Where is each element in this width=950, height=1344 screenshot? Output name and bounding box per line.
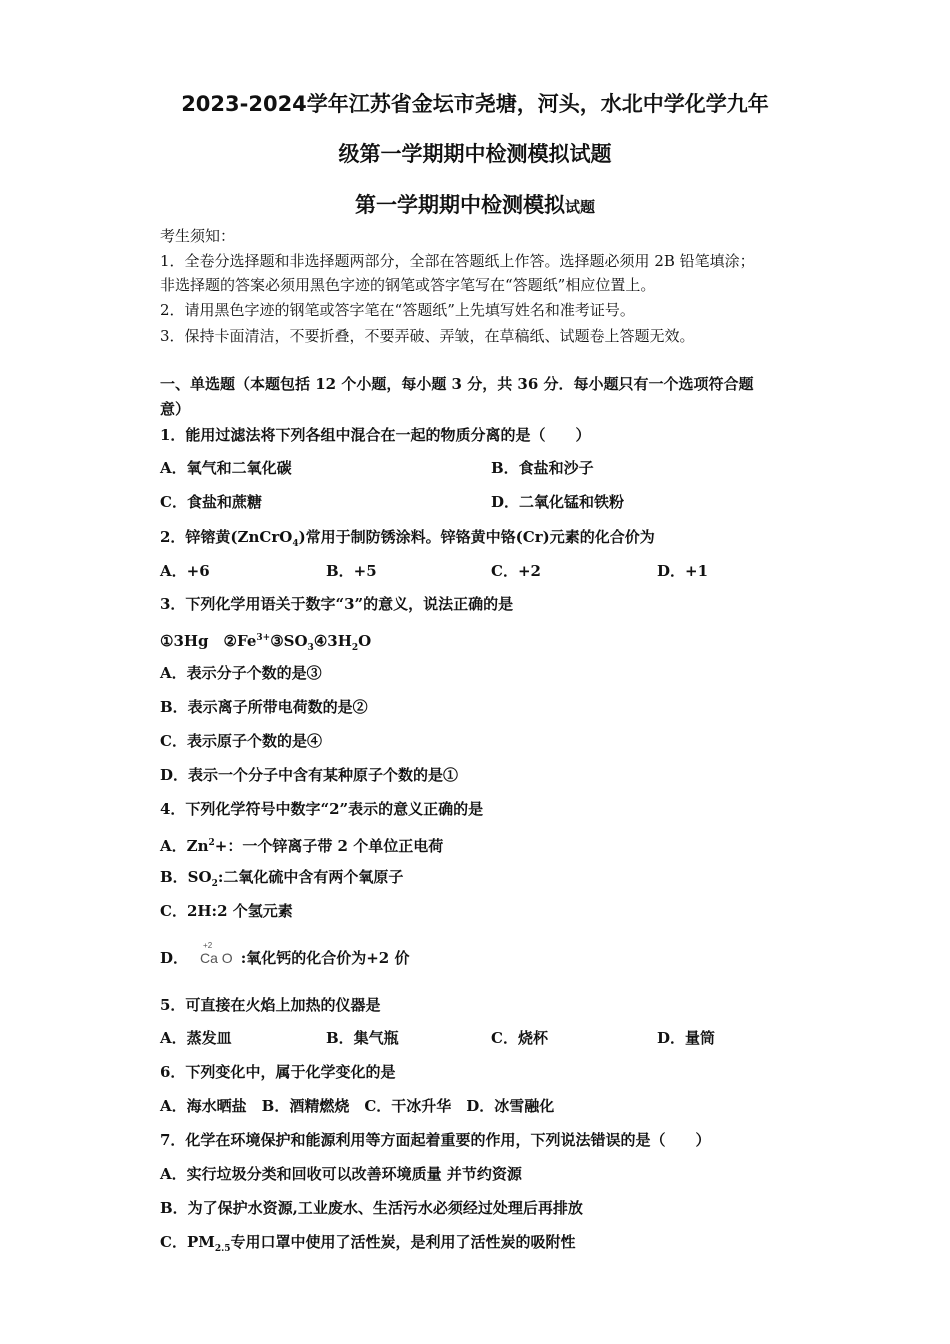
q6-options: A．海水晒盐 B．酒精燃烧 C．干冰升华 D．冰雪融化 (160, 1097, 555, 1115)
q1-stem: 1．能用过滤法将下列各组中混合在一起的物质分离的是（ ） (160, 426, 591, 444)
q3-option-c: C．表示原子个数的是④ (160, 732, 322, 750)
q3-formulas (160, 628, 371, 658)
cao-formula-text: Ca O (200, 950, 233, 966)
q3-option-b: B．表示离子所带电荷数的是② (160, 698, 368, 716)
q2-option-c: C．+2 (491, 562, 541, 580)
q4-option-c: C．2H:2 个氢元素 (160, 902, 293, 920)
q3-option-d: D．表示一个分子中含有某种原子个数的是① (160, 766, 459, 784)
q1-option-d: D．二氧化锰和铁粉 (491, 493, 625, 511)
cao-formula (200, 941, 233, 968)
q2-stem-sub: 4 (292, 539, 299, 549)
title-line-2: 级第一学期期中检测模拟试题 (338, 142, 612, 166)
section-heading-cont: 意） (160, 400, 191, 418)
q5-option-b: B．集气瓶 (326, 1029, 399, 1047)
q5-stem: 5．可直接在火焰上加热的仪器是 (160, 996, 381, 1014)
q4-option-d (160, 941, 410, 968)
q7-option-a: A．实行垃圾分类和回收可以改善环境质量 并节约资源 (160, 1165, 522, 1183)
subtitle-small: 试题 (564, 198, 595, 216)
section-heading: 一、单选题（本题包括 12 个小题，每小题 3 分，共 36 分．每小题只有一个选项符合题 (160, 375, 754, 393)
q3-formula-2-sub: 3 (307, 643, 314, 653)
q2-stem (160, 527, 655, 554)
q4-a-pre: A．Zn (160, 837, 209, 855)
cao-valence: +2 (203, 941, 213, 950)
q4-b-post: :二氧化硫中含有两个氧原子 (217, 868, 404, 886)
notice-item: 1．全卷分选择题和非选择题两部分，全部在答题纸上作答。选择题必须用 2B 铅笔填涂； (160, 252, 755, 270)
q3-option-a: A．表示分子个数的是③ (160, 664, 322, 682)
q2-stem-post: )常用于制防锈涂料。锌铬黄中铬(Cr)元素的化合价为 (298, 528, 655, 546)
subtitle (0, 189, 950, 219)
q5-option-d: D．量筒 (657, 1029, 716, 1047)
q3-formula-1-sup: 3+ (256, 633, 271, 643)
q7-c-pre: C．PM (160, 1233, 215, 1251)
q4-option-a (160, 833, 443, 856)
q4-b-sub: 2 (211, 879, 218, 889)
q7-stem: 7．化学在环境保护和能源利用等方面起着重要的作用，下列说法错误的是（ ） (160, 1131, 711, 1149)
q1-option-b: B．食盐和沙子 (491, 459, 594, 477)
subtitle-main: 第一学期期中检测模拟 (354, 193, 565, 217)
q1-option-a: A．氧气和二氧化碳 (160, 459, 292, 477)
notice-item: 2．请用黑色字迹的钢笔或答字笔在“答题纸”上先填写姓名和准考证号。 (160, 301, 635, 319)
q5-option-a: A．蒸发皿 (160, 1029, 232, 1047)
q2-option-d: D．+1 (657, 562, 709, 580)
q7-option-b: B．为了保护水资源,工业废水、生活污水必须经过处理后再排放 (160, 1199, 583, 1217)
q4-option-b (160, 867, 403, 894)
q3-formula-1: ①3Hg ②Fe (160, 632, 257, 650)
q3-stem: 3．下列化学用语关于数字“3”的意义，说法正确的是 (160, 595, 514, 613)
title-line-1: 2023-2024学年江苏省金坛市尧塘，河头，水北中学化学九年 (181, 92, 769, 116)
q3-formula-3-sub: 2 (351, 643, 359, 653)
q7-option-c (160, 1232, 576, 1259)
q6-stem: 6．下列变化中，属于化学变化的是 (160, 1063, 396, 1081)
q3-formula-2: ③SO (270, 632, 308, 650)
q2-stem-pre: 2．锌镕黄(ZnCrO (160, 528, 293, 546)
q4-d-post: :氧化钙的化合价为+2 价 (240, 949, 410, 967)
q1-option-c: C．食盐和蔗糖 (160, 493, 262, 511)
q4-d-label: D． (160, 949, 189, 967)
q4-b-pre: B．SO (160, 868, 212, 886)
q5-option-c: C．烧杯 (491, 1029, 548, 1047)
notice-item: 3．保持卡面清洁，不要折叠，不要弄破、弄皱，在草稿纸、试题卷上答题无效。 (160, 327, 695, 345)
q3-formula-3: ④3H (313, 632, 352, 650)
notice-item: 非选择题的答案必须用黑色字迹的钢笔或答字笔写在“答题纸”相应位置上。 (160, 276, 656, 294)
q7-c-post: 专用口罩中使用了活性炭，是利用了活性炭的吸附性 (230, 1233, 576, 1251)
q4-a-post: +：一个锌离子带 2 个单位正电荷 (214, 837, 444, 855)
q3-formula-4: O (358, 632, 372, 650)
q4-a-sup: 2 (208, 838, 215, 848)
notice-heading: 考生须知： (160, 227, 236, 245)
q7-c-sub: 2.5 (214, 1244, 231, 1254)
q4-stem: 4．下列化学符号中数字“2”表示的意义正确的是 (160, 800, 484, 818)
q2-option-a: A．+6 (160, 562, 210, 580)
q2-option-b: B．+5 (326, 562, 377, 580)
